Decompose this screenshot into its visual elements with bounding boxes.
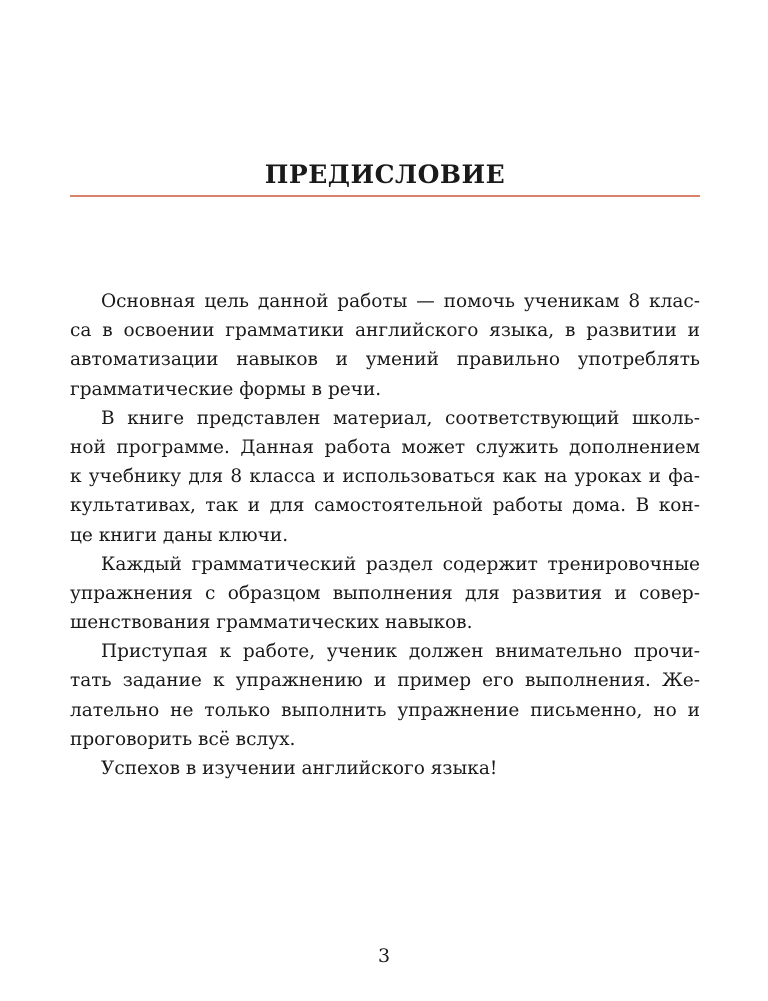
page-title: ПРЕДИСЛОВИЕ bbox=[264, 160, 506, 189]
text-line: лательно не только выполнить упражнение письменно, но и bbox=[70, 699, 700, 721]
title-underline-rule bbox=[70, 195, 700, 197]
paragraph bbox=[70, 637, 700, 754]
text-line: Каждый грамматический раздел содержит тренировочные bbox=[101, 553, 700, 575]
text-line: к учебнику для 8 класса и использоваться как на уроках и фа- bbox=[70, 466, 700, 488]
text-line: це книги даны ключи. bbox=[70, 524, 289, 546]
text-line: культативах, так и для самостоятельной работы дома. В кон- bbox=[70, 495, 700, 517]
text-line: автоматизации навыков и умений правильно употреблять bbox=[70, 349, 700, 371]
preface-body bbox=[70, 287, 700, 783]
paragraph bbox=[70, 404, 700, 550]
page-number: 3 bbox=[377, 945, 391, 967]
text-line: грамматические формы в речи. bbox=[70, 378, 382, 400]
text-line: тать задание к упражнению и пример его выполнения. Же- bbox=[70, 670, 700, 692]
text-line: Приступая к работе, ученик должен внимательно прочи- bbox=[101, 641, 700, 663]
text-line: са в освоении грамматики английского языка, в развитии и bbox=[70, 320, 700, 342]
text-line: шенствования грамматических навыков. bbox=[70, 612, 473, 634]
paragraph bbox=[70, 754, 700, 783]
text-line: ной программе. Данная работа может служить дополнением bbox=[70, 436, 700, 458]
text-line: В книге представлен материал, соответствующий школь- bbox=[101, 407, 700, 429]
text-line: упражнения с образцом выполнения для развития и совер- bbox=[70, 582, 700, 604]
paragraph bbox=[70, 550, 700, 638]
text-line: Основная цель данной работы — помочь ученикам 8 клас- bbox=[101, 291, 700, 312]
paragraph bbox=[70, 287, 700, 404]
text-line: проговорить всё вслух. bbox=[70, 728, 296, 750]
text-line: Успехов в изучении английского языка! bbox=[101, 758, 498, 779]
